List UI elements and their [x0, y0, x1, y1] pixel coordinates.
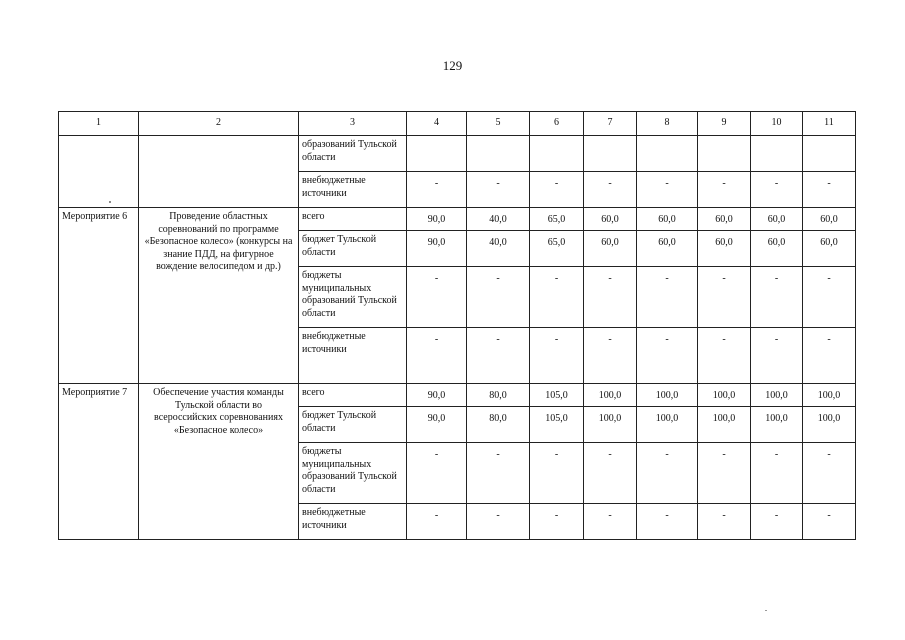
funding-source: внебюджетные источники [299, 504, 407, 540]
column-header: 10 [751, 112, 803, 136]
value-cell: 100,0 [751, 407, 803, 443]
funding-source: бюджеты муниципальных образований Тульской области [299, 443, 407, 504]
value-cell: - [584, 443, 637, 504]
value-cell: 100,0 [751, 384, 803, 407]
value-cell [407, 136, 467, 172]
value-cell: - [751, 504, 803, 540]
value-cell: - [467, 172, 530, 208]
value-cell: 60,0 [637, 208, 698, 231]
funding-source: внебюджетные источники [299, 328, 407, 384]
column-header: 5 [467, 112, 530, 136]
table-row [59, 208, 856, 231]
value-cell: 80,0 [467, 407, 530, 443]
funding-source: образований Тульской области [299, 136, 407, 172]
value-cell: 80,0 [467, 384, 530, 407]
value-cell: - [698, 172, 751, 208]
funding-table [58, 111, 856, 540]
value-cell: 90,0 [407, 407, 467, 443]
column-header: 3 [299, 112, 407, 136]
value-cell [803, 136, 856, 172]
value-cell: - [530, 443, 584, 504]
table-row [59, 384, 856, 407]
funding-source: бюджет Тульской области [299, 407, 407, 443]
value-cell: 65,0 [530, 231, 584, 267]
scan-dot [109, 201, 111, 203]
value-cell: - [698, 443, 751, 504]
funding-source: бюджет Тульской области [299, 231, 407, 267]
funding-source: внебюджетные источники [299, 172, 407, 208]
measure-name: Мероприятие 7 [59, 384, 139, 540]
value-cell: 60,0 [751, 208, 803, 231]
value-cell: - [407, 328, 467, 384]
value-cell: - [751, 172, 803, 208]
value-cell: - [637, 328, 698, 384]
measure-description: Проведение областных соревнований по программе «Безопасное колесо» (конкурсы на знание ПДД, на фигурное вождение велосипедом и др.) [139, 208, 299, 384]
value-cell: - [637, 267, 698, 328]
value-cell: - [584, 504, 637, 540]
value-cell: 60,0 [803, 208, 856, 231]
value-cell: 60,0 [698, 208, 751, 231]
value-cell: 105,0 [530, 407, 584, 443]
value-cell [467, 136, 530, 172]
value-cell: - [698, 267, 751, 328]
column-header: 4 [407, 112, 467, 136]
value-cell [530, 136, 584, 172]
measure-name: Мероприятие 6 [59, 208, 139, 384]
value-cell: 60,0 [584, 231, 637, 267]
table-row [59, 136, 856, 172]
value-cell [698, 136, 751, 172]
value-cell: - [530, 172, 584, 208]
value-cell: - [751, 328, 803, 384]
value-cell: - [584, 328, 637, 384]
page-number: 129 [442, 58, 463, 73]
column-header: 7 [584, 112, 637, 136]
value-cell: - [803, 504, 856, 540]
value-cell: - [530, 504, 584, 540]
value-cell: - [407, 504, 467, 540]
value-cell: 90,0 [407, 384, 467, 407]
value-cell: - [467, 328, 530, 384]
column-header: 8 [637, 112, 698, 136]
value-cell: - [803, 443, 856, 504]
value-cell: - [584, 172, 637, 208]
value-cell: 100,0 [698, 384, 751, 407]
column-header: 2 [139, 112, 299, 136]
value-cell: 60,0 [637, 231, 698, 267]
value-cell: - [751, 443, 803, 504]
column-header: 1 [59, 112, 139, 136]
description-cell-empty [139, 136, 299, 208]
value-cell: - [407, 267, 467, 328]
value-cell: - [803, 267, 856, 328]
value-cell: 60,0 [698, 231, 751, 267]
funding-source: всего [299, 384, 407, 407]
value-cell [584, 136, 637, 172]
funding-source: бюджеты муниципальных образований Тульской области [299, 267, 407, 328]
measure-description: Обеспечение участия команды Тульской области во всероссийских соревнованиях «Безопасное колесо» [139, 384, 299, 540]
value-cell: - [637, 504, 698, 540]
value-cell [637, 136, 698, 172]
column-header: 9 [698, 112, 751, 136]
value-cell: - [407, 172, 467, 208]
value-cell: - [584, 267, 637, 328]
scan-speck [765, 610, 767, 611]
value-cell: - [467, 443, 530, 504]
value-cell [751, 136, 803, 172]
value-cell: 65,0 [530, 208, 584, 231]
value-cell: 100,0 [637, 384, 698, 407]
measure-cell-empty [59, 136, 139, 208]
value-cell: - [751, 267, 803, 328]
value-cell: - [698, 504, 751, 540]
value-cell: 60,0 [803, 231, 856, 267]
funding-source: всего [299, 208, 407, 231]
column-header: 6 [530, 112, 584, 136]
value-cell: 105,0 [530, 384, 584, 407]
value-cell: 60,0 [751, 231, 803, 267]
value-cell: 100,0 [584, 407, 637, 443]
value-cell: 100,0 [637, 407, 698, 443]
value-cell: 60,0 [584, 208, 637, 231]
value-cell: 40,0 [467, 208, 530, 231]
value-cell: - [530, 328, 584, 384]
value-cell: 40,0 [467, 231, 530, 267]
header-row [59, 112, 856, 136]
value-cell: 100,0 [698, 407, 751, 443]
value-cell: 100,0 [584, 384, 637, 407]
value-cell: - [698, 328, 751, 384]
value-cell: - [407, 443, 467, 504]
value-cell: - [530, 267, 584, 328]
value-cell: - [637, 172, 698, 208]
value-cell: - [803, 172, 856, 208]
value-cell: 100,0 [803, 407, 856, 443]
column-header: 11 [803, 112, 856, 136]
value-cell: 90,0 [407, 208, 467, 231]
value-cell: - [467, 267, 530, 328]
value-cell: - [637, 443, 698, 504]
value-cell: 90,0 [407, 231, 467, 267]
value-cell: - [467, 504, 530, 540]
value-cell: - [803, 328, 856, 384]
value-cell: 100,0 [803, 384, 856, 407]
